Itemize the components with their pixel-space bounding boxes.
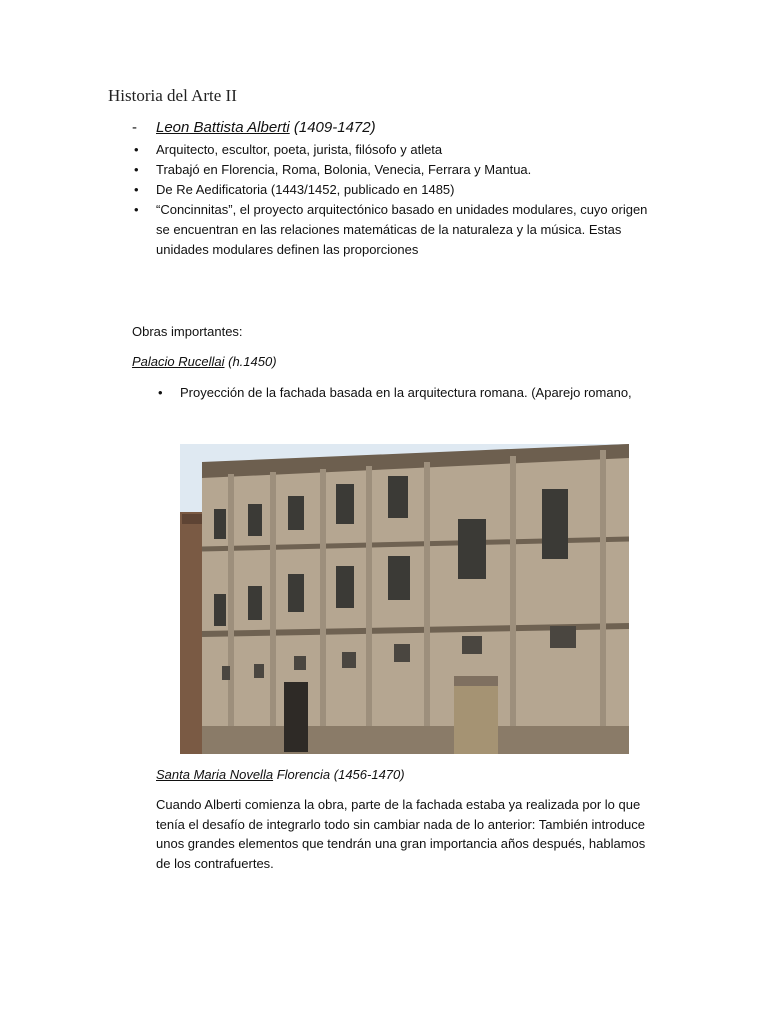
bullet-text: “Concinnitas”, el proyecto arquitectónico basado en unidades modulares, cuyo origen se encuentran en las relaciones matemáticas de la naturaleza y la música. Estas unidades modulares definen las proporciones <box>156 202 648 257</box>
bullet-icon: • <box>134 142 139 157</box>
section-heading-obras: Obras importantes: <box>132 324 243 339</box>
bullet-text: Trabajó en Florencia, Roma, Bolonia, Venecia, Ferrara y Mantua. <box>156 162 532 177</box>
bio-bullet <box>132 180 662 200</box>
alberti-years: (1409-1472) <box>293 119 376 136</box>
palazzo-rucellai-photo <box>180 444 629 754</box>
bio-bullet <box>132 140 662 160</box>
santa-name: Santa Maria Novella <box>156 767 274 782</box>
bio-bullet <box>132 160 662 180</box>
document-title: Historia del Arte II <box>108 86 237 105</box>
santa-maria-novella-heading <box>156 767 405 782</box>
dash-marker: - <box>132 119 137 136</box>
palacio-name: Palacio Rucellai <box>132 354 225 369</box>
bullet-icon: • <box>134 162 139 177</box>
bullet-text: De Re Aedificatoria (1443/1452, publicado en 1485) <box>156 182 455 197</box>
bullet-icon: • <box>158 385 163 400</box>
bullet-icon: • <box>134 182 139 197</box>
alberti-name: Leon Battista Alberti <box>156 119 290 136</box>
palacio-date: (h.1450) <box>228 354 277 369</box>
bio-bullet-list <box>132 140 662 260</box>
bullet-text: Arquitecto, escultor, poeta, jurista, filósofo y atleta <box>156 142 443 157</box>
palacio-bullet <box>156 383 650 402</box>
subheading-alberti <box>132 119 376 136</box>
palacio-rucellai-heading <box>132 354 277 369</box>
bio-bullet <box>132 200 662 260</box>
bullet-icon: • <box>134 202 139 217</box>
santa-maria-paragraph: Cuando Alberti comienza la obra, parte de la fachada estaba ya realizada por lo que tenía el desafío de integrarlo todo sin cambiar nada de lo anterior: También introduce unos grandes elementos que tendrán una gran importancia años después, hablamos de los contrafuertes. <box>156 797 646 871</box>
santa-rest: Florencia (1456-1470) <box>276 767 405 782</box>
palacio-bullet-text: Proyección de la fachada basada en la arquitectura romana. (Aparejo romano, <box>180 385 632 400</box>
